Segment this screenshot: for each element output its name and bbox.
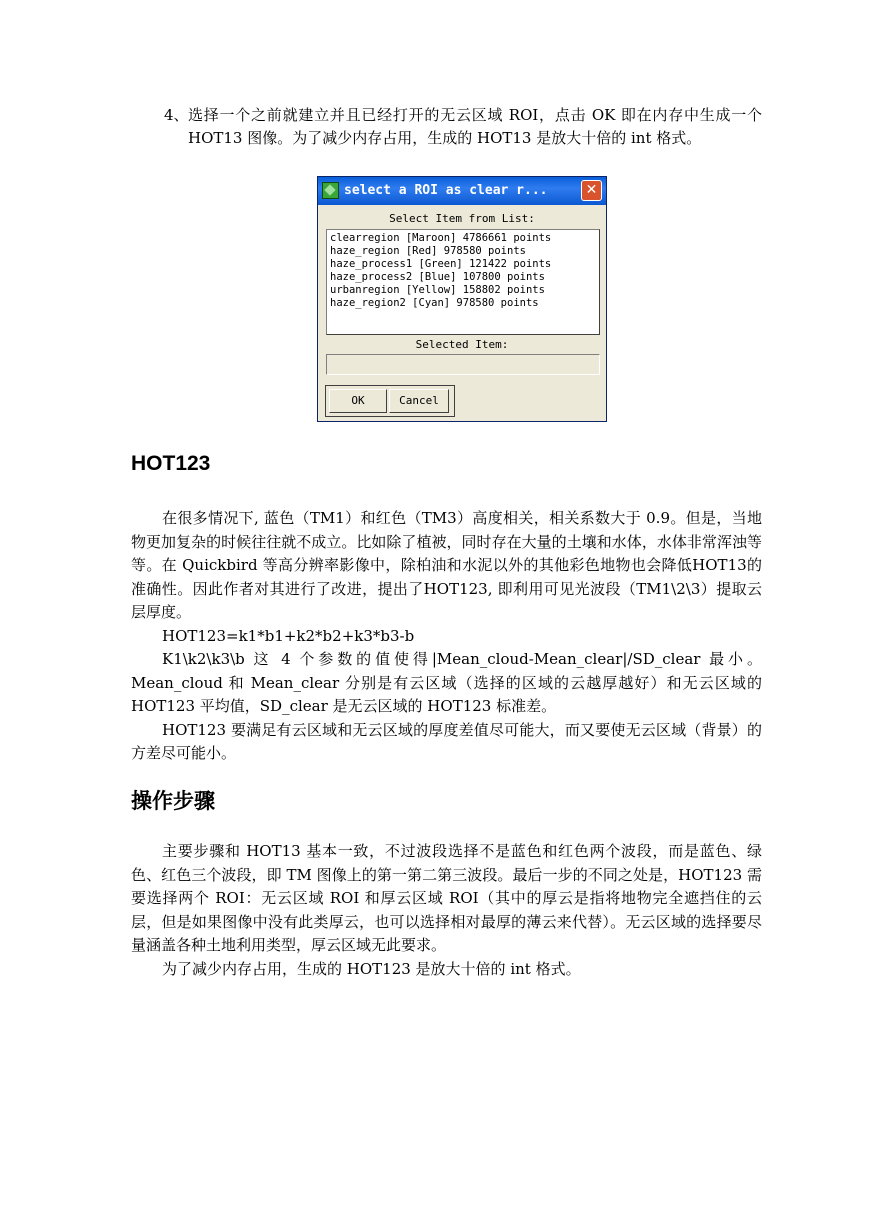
paragraph: K1\k2\k3\b 这 4 个参数的值使得|Mean_cloud-Mean_clear|/SD_clear 最小。Mean_cloud 和 Mean_clear 分别是有云区域（选择的区域的云越厚越好）和无云区域的 HOT123 平均值，SD_clear 是无云区域的 HOT123 标准差。 (131, 650, 762, 715)
dialog-titlebar[interactable] (318, 177, 606, 205)
paragraph: 为了减少内存占用，生成的 HOT123 是放大十倍的 int 格式。 (162, 959, 581, 978)
list-item[interactable]: clearregion [Maroon] 4786661 points (330, 232, 552, 244)
selected-item-label: Selected Item: (415, 338, 509, 351)
formula: HOT123=k1*b1+k2*b2+k3*b3-b (162, 626, 415, 645)
step-text: 选择一个之前就建立并且已经打开的无云区域 ROI，点击 OK 即在内存中生成一个 HOT13 图像。为了减少内存占用，生成的 HOT13 是放大十倍的 int 格式。 (188, 106, 762, 147)
step-4-paragraph (164, 104, 762, 150)
steps-body (131, 840, 762, 981)
list-item[interactable]: haze_process1 [Green] 121422 points (330, 258, 552, 270)
step-number: 4、 (164, 106, 189, 124)
list-item[interactable]: haze_region [Red] 978580 points (330, 245, 526, 257)
list-item[interactable]: urbanregion [Yellow] 158802 points (330, 284, 545, 296)
hot123-body (131, 507, 762, 766)
paragraph: 在很多情况下, 蓝色（TM1）和红色（TM3）高度相关，相关系数大于 0.9。但是，当地物更加复杂的时候往往就不成立。比如除了植被，同时存在大量的土壤和水体，水体非常浑浊等等。在 Quickbird 等高分辨率影像中，除柏油和水泥以外的其他彩色地物也会降低HOT13的准确性。因此作者对其进行了改进，提出了HOT123, 即利用可见光波段（TM1\2\3）提取云层厚度。 (131, 509, 762, 621)
list-item[interactable]: haze_region2 [Cyan] 978580 points (330, 297, 539, 309)
roi-select-dialog (317, 176, 607, 422)
app-icon (322, 182, 339, 199)
close-icon[interactable]: ✕ (581, 180, 602, 201)
list-label: Select Item from List: (389, 212, 535, 225)
button-group (325, 385, 455, 417)
cancel-button[interactable]: Cancel (389, 389, 449, 413)
dialog-title: select a ROI as clear r... (344, 183, 548, 198)
selected-item-field[interactable] (326, 354, 600, 375)
roi-listbox[interactable] (326, 229, 600, 335)
list-item[interactable]: haze_process2 [Blue] 107800 points (330, 271, 545, 283)
ok-button[interactable]: OK (329, 389, 387, 413)
section-heading-hot123: HOT123 (131, 452, 211, 475)
paragraph: HOT123 要满足有云区域和无云区域的厚度差值尽可能大，而又要使无云区域（背景）的方差尽可能小。 (131, 720, 762, 762)
section-heading-steps: 操作步骤 (131, 789, 215, 813)
paragraph: 主要步骤和 HOT13 基本一致，不过波段选择不是蓝色和红色两个波段，而是蓝色、绿色、红色三个波段，即 TM 图像上的第一第二第三波段。最后一步的不同之处是，HOT123 需要选择两个 ROI：无云区域 ROI 和厚云区域 ROI（其中的厚云是指将地物完全遮挡住的云层，但是如果图像中没有此类厚云，也可以选择相对最厚的薄云来代替）。无云区域的选择要尽量涵盖各种土地利用类型，厚云区域无此要求。 (131, 842, 762, 954)
